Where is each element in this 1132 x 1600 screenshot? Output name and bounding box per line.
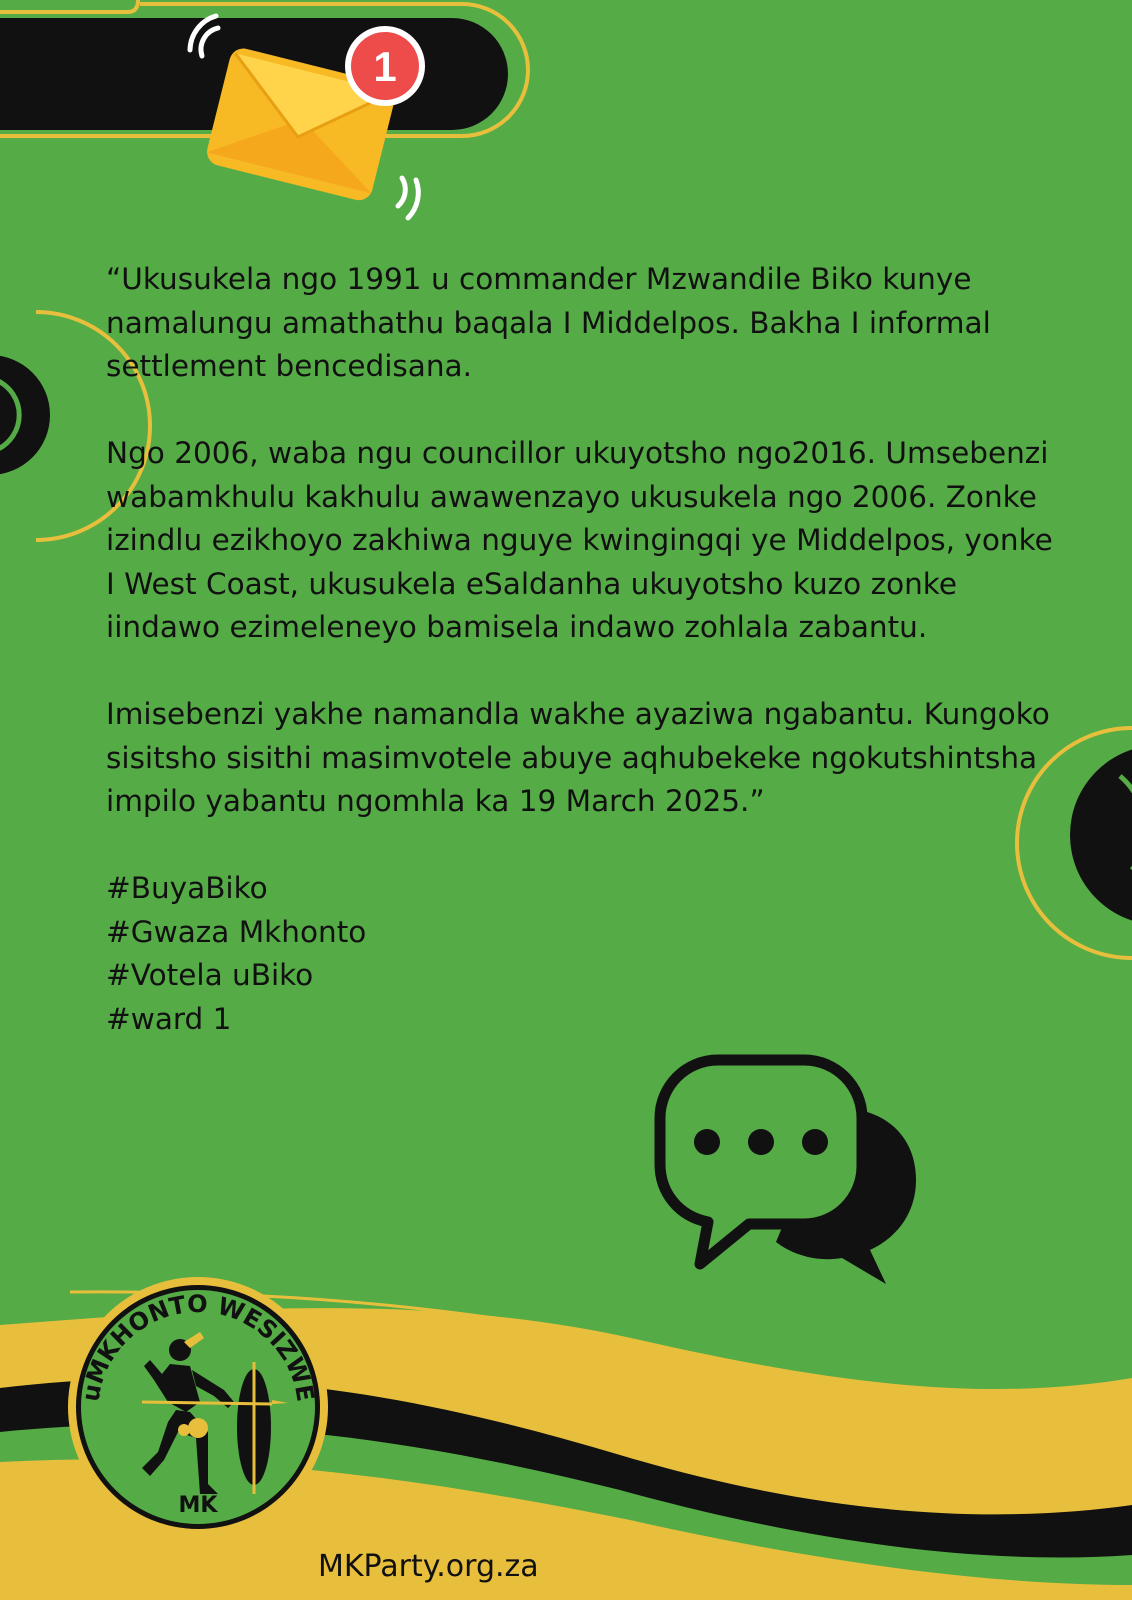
hashtag[interactable]: #Gwaza Mkhonto [106,914,367,949]
notification-badge-count: 1 [373,43,397,90]
message-paragraph: Ngo 2006, waba ngu councillor ukuyotsho ngo2016. Umsebenzi wabamkhulu kakhulu awawenzayo ukusukela ngo 2006. Zonke izindlu ezikhoyo zakhiwa nguye kwingingqi ye Middelpos, yonke I West Coast, ukusukela eSaldanha ukuyotsho kuzo zonke iindawo ezimeleneyo bamisela indawo zohlala zabantu. [106,436,1053,644]
right-circle-decoration [1070,745,1132,925]
logo-initials: MK [178,1493,218,1518]
mk-party-logo [58,1262,338,1542]
message-body [106,258,1066,1041]
message-paragraph: Imisebenzi yakhe namandla wakhe ayaziwa ngabantu. Kungoko sisitsho sisithi masimvotele abuye aqhubekeke ngokutshintsha impilo yabantu ngomhla ka 19 March 2025.” [106,697,1050,818]
hashtag[interactable]: #BuyaBiko [106,871,268,905]
website-link[interactable]: MKParty.org.za [318,1549,539,1584]
left-circle-decoration [0,355,50,475]
hashtag[interactable]: #ward 1 [106,1001,232,1036]
logo-arc-text: uMKHONTO WESIZWE [76,1289,320,1404]
hashtag[interactable]: #Votela uBiko [106,958,314,992]
top-corner-line [0,0,138,12]
message-paragraph: “Ukusukela ngo 1991 u commander Mzwandile Biko kunye namalungu amathathu baqala I Middelpos. Bakha I informal settlement bencedisana. [106,262,991,383]
chat-bubbles-icon [654,1052,930,1302]
hashtag-list [106,867,1066,1041]
envelope-icon [180,8,450,233]
